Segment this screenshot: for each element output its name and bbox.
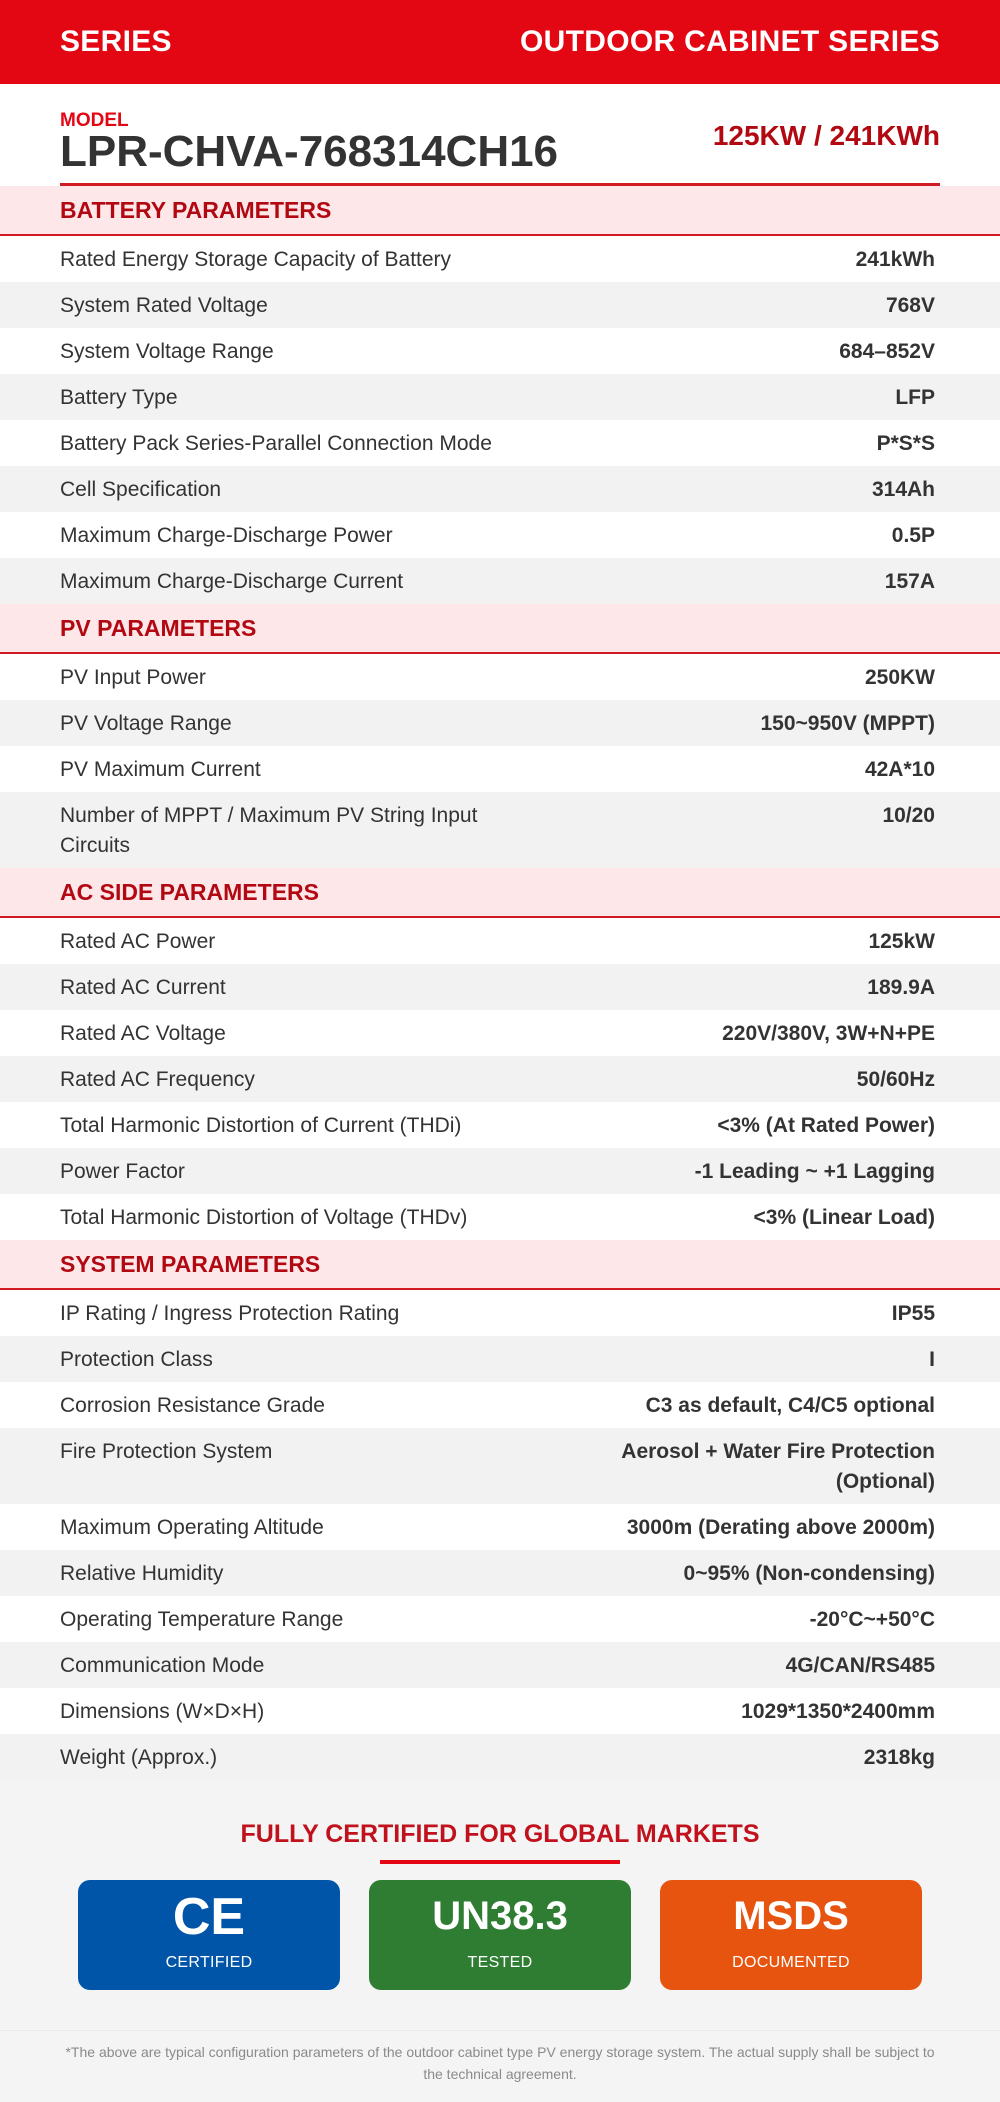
parameter-name: Relative Humidity [60, 1562, 224, 1585]
parameter-value: 241kWh [855, 248, 935, 271]
parameter-row [0, 1194, 1000, 1240]
top-banner [0, 0, 1000, 84]
parameter-name: Rated AC Voltage [60, 1022, 226, 1045]
parameter-row [0, 1504, 1000, 1550]
parameter-name: Dimensions (W×D×H) [60, 1700, 265, 1723]
parameter-value: 2318kg [863, 1746, 935, 1769]
msds-badge-name: MSDS [733, 1894, 849, 1938]
parameter-value: 768V [885, 294, 935, 317]
parameter-row [0, 1290, 1000, 1336]
parameter-value: 1029*1350*2400mm [741, 1700, 935, 1723]
parameter-row [0, 1336, 1000, 1382]
parameter-name: Protection Class [60, 1348, 213, 1371]
parameter-value: <3% (At Rated Power) [717, 1114, 935, 1137]
parameter-value: 50/60Hz [856, 1068, 935, 1091]
parameter-name: Maximum Charge-Discharge Current [60, 570, 404, 593]
parameter-name: Rated Energy Storage Capacity of Battery [60, 248, 452, 271]
parameter-row [0, 1596, 1000, 1642]
parameter-value: IP55 [891, 1302, 935, 1325]
parameter-name: Number of MPPT / Maximum PV String Input Circuits [60, 804, 478, 857]
parameter-value: LFP [895, 386, 935, 409]
parameter-row [0, 1382, 1000, 1428]
parameter-value: C3 as default, C4/C5 optional [645, 1394, 935, 1417]
parameter-value: I [929, 1348, 935, 1371]
parameter-value: 125kW [868, 930, 935, 953]
parameter-value: 42A*10 [864, 758, 935, 781]
parameter-value: 684–852V [839, 340, 935, 363]
parameter-value: <3% (Linear Load) [753, 1206, 935, 1229]
parameter-value: 220V/380V, 3W+N+PE [722, 1022, 935, 1045]
parameter-row [0, 792, 1000, 868]
parameter-value: 189.9A [867, 976, 935, 999]
parameter-name: Communication Mode [60, 1654, 265, 1677]
section-header: AC SIDE PARAMETERS [0, 868, 1000, 918]
series-label: SERIES [60, 25, 172, 58]
parameter-value: P*S*S [876, 432, 935, 455]
parameter-name: Total Harmonic Distortion of Current (THDi) [60, 1114, 462, 1137]
section-header: SYSTEM PARAMETERS [0, 1240, 1000, 1290]
parameter-name: Battery Type [60, 386, 178, 409]
parameter-name: Maximum Operating Altitude [60, 1516, 324, 1539]
parameter-name: Operating Temperature Range [60, 1608, 344, 1631]
parameter-row [0, 918, 1000, 964]
parameter-value: -1 Leading ~ +1 Lagging [694, 1160, 935, 1183]
un38-badge-caption: TESTED [467, 1954, 533, 1971]
parameter-row [0, 746, 1000, 792]
un38-badge-name: UN38.3 [432, 1894, 568, 1938]
footnote: *The above are typical configuration parameters of the outdoor cabinet type PV energy storage system. The actual supply shall be subject to the technical agreement. [0, 2030, 1000, 2102]
parameter-name: Rated AC Frequency [60, 1068, 255, 1091]
parameter-name: System Voltage Range [60, 340, 274, 363]
parameter-row [0, 558, 1000, 604]
parameter-row [0, 374, 1000, 420]
parameter-row [0, 1688, 1000, 1734]
model-label: MODEL [60, 110, 129, 131]
parameter-row [0, 282, 1000, 328]
parameter-value: 3000m (Derating above 2000m) [626, 1516, 935, 1539]
parameter-value: 314Ah [871, 478, 935, 501]
parameter-row [0, 1550, 1000, 1596]
parameter-name: Cell Specification [60, 478, 222, 501]
parameter-name: Total Harmonic Distortion of Voltage (THDv) [60, 1206, 468, 1229]
parameter-name: Rated AC Power [60, 930, 216, 953]
parameter-name: Rated AC Current [60, 976, 226, 999]
model-divider [60, 183, 940, 186]
parameter-row [0, 1148, 1000, 1194]
parameter-value: -20°C~+50°C [809, 1608, 935, 1631]
parameter-row [0, 1642, 1000, 1688]
ce-badge [78, 1880, 340, 1990]
certification-panel [0, 1780, 1000, 2030]
model-block [0, 84, 1000, 186]
model-name: LPR-CHVA-768314CH16 [60, 127, 559, 176]
parameter-row [0, 420, 1000, 466]
section-header: BATTERY PARAMETERS [0, 186, 1000, 236]
parameter-row [0, 964, 1000, 1010]
parameter-row [0, 512, 1000, 558]
parameter-row [0, 1102, 1000, 1148]
parameter-row [0, 236, 1000, 282]
model-power-rating: 125KW / 241KWh [712, 120, 940, 151]
parameter-row [0, 1734, 1000, 1780]
parameter-row [0, 1428, 1000, 1504]
parameter-value: 10/20 [882, 804, 935, 827]
parameter-row [0, 654, 1000, 700]
parameter-name: Weight (Approx.) [60, 1746, 218, 1769]
parameter-name: Corrosion Resistance Grade [60, 1394, 325, 1417]
parameter-name: Power Factor [60, 1160, 185, 1183]
un38-badge [369, 1880, 631, 1990]
parameter-value: 4G/CAN/RS485 [785, 1654, 935, 1677]
parameter-value: 250KW [864, 666, 935, 689]
ce-badge-caption: CERTIFIED [165, 1954, 253, 1971]
section-header: PV PARAMETERS [0, 604, 1000, 654]
msds-badge [660, 1880, 922, 1990]
certification-title: FULLY CERTIFIED FOR GLOBAL MARKETS [240, 1820, 760, 1848]
parameter-name: System Rated Voltage [60, 294, 268, 317]
parameter-name: Battery Pack Series-Parallel Connection Mode [60, 432, 492, 455]
parameter-name: IP Rating / Ingress Protection Rating [60, 1302, 400, 1325]
parameter-row [0, 700, 1000, 746]
ce-badge-name: CE [172, 1888, 246, 1946]
parameter-name: PV Voltage Range [60, 712, 232, 735]
msds-badge-caption: DOCUMENTED [732, 1954, 850, 1971]
parameter-value: 157A [884, 570, 935, 593]
parameter-row [0, 466, 1000, 512]
series-title: OUTDOOR CABINET SERIES [520, 25, 940, 58]
parameter-name: PV Maximum Current [60, 758, 261, 781]
parameter-sections [0, 186, 1000, 1780]
parameter-row [0, 1056, 1000, 1102]
parameter-name: Maximum Charge-Discharge Power [60, 524, 393, 547]
certification-underline [380, 1860, 620, 1864]
parameter-value: 0~95% (Non-condensing) [683, 1562, 935, 1585]
parameter-name: PV Input Power [60, 666, 206, 689]
parameter-row [0, 328, 1000, 374]
parameter-row [0, 1010, 1000, 1056]
parameter-value: Aerosol + Water Fire Protection (Optional) [621, 1440, 935, 1493]
parameter-value: 150~950V (MPPT) [760, 712, 935, 735]
parameter-value: 0.5P [891, 524, 935, 547]
parameter-name: Fire Protection System [60, 1440, 273, 1463]
